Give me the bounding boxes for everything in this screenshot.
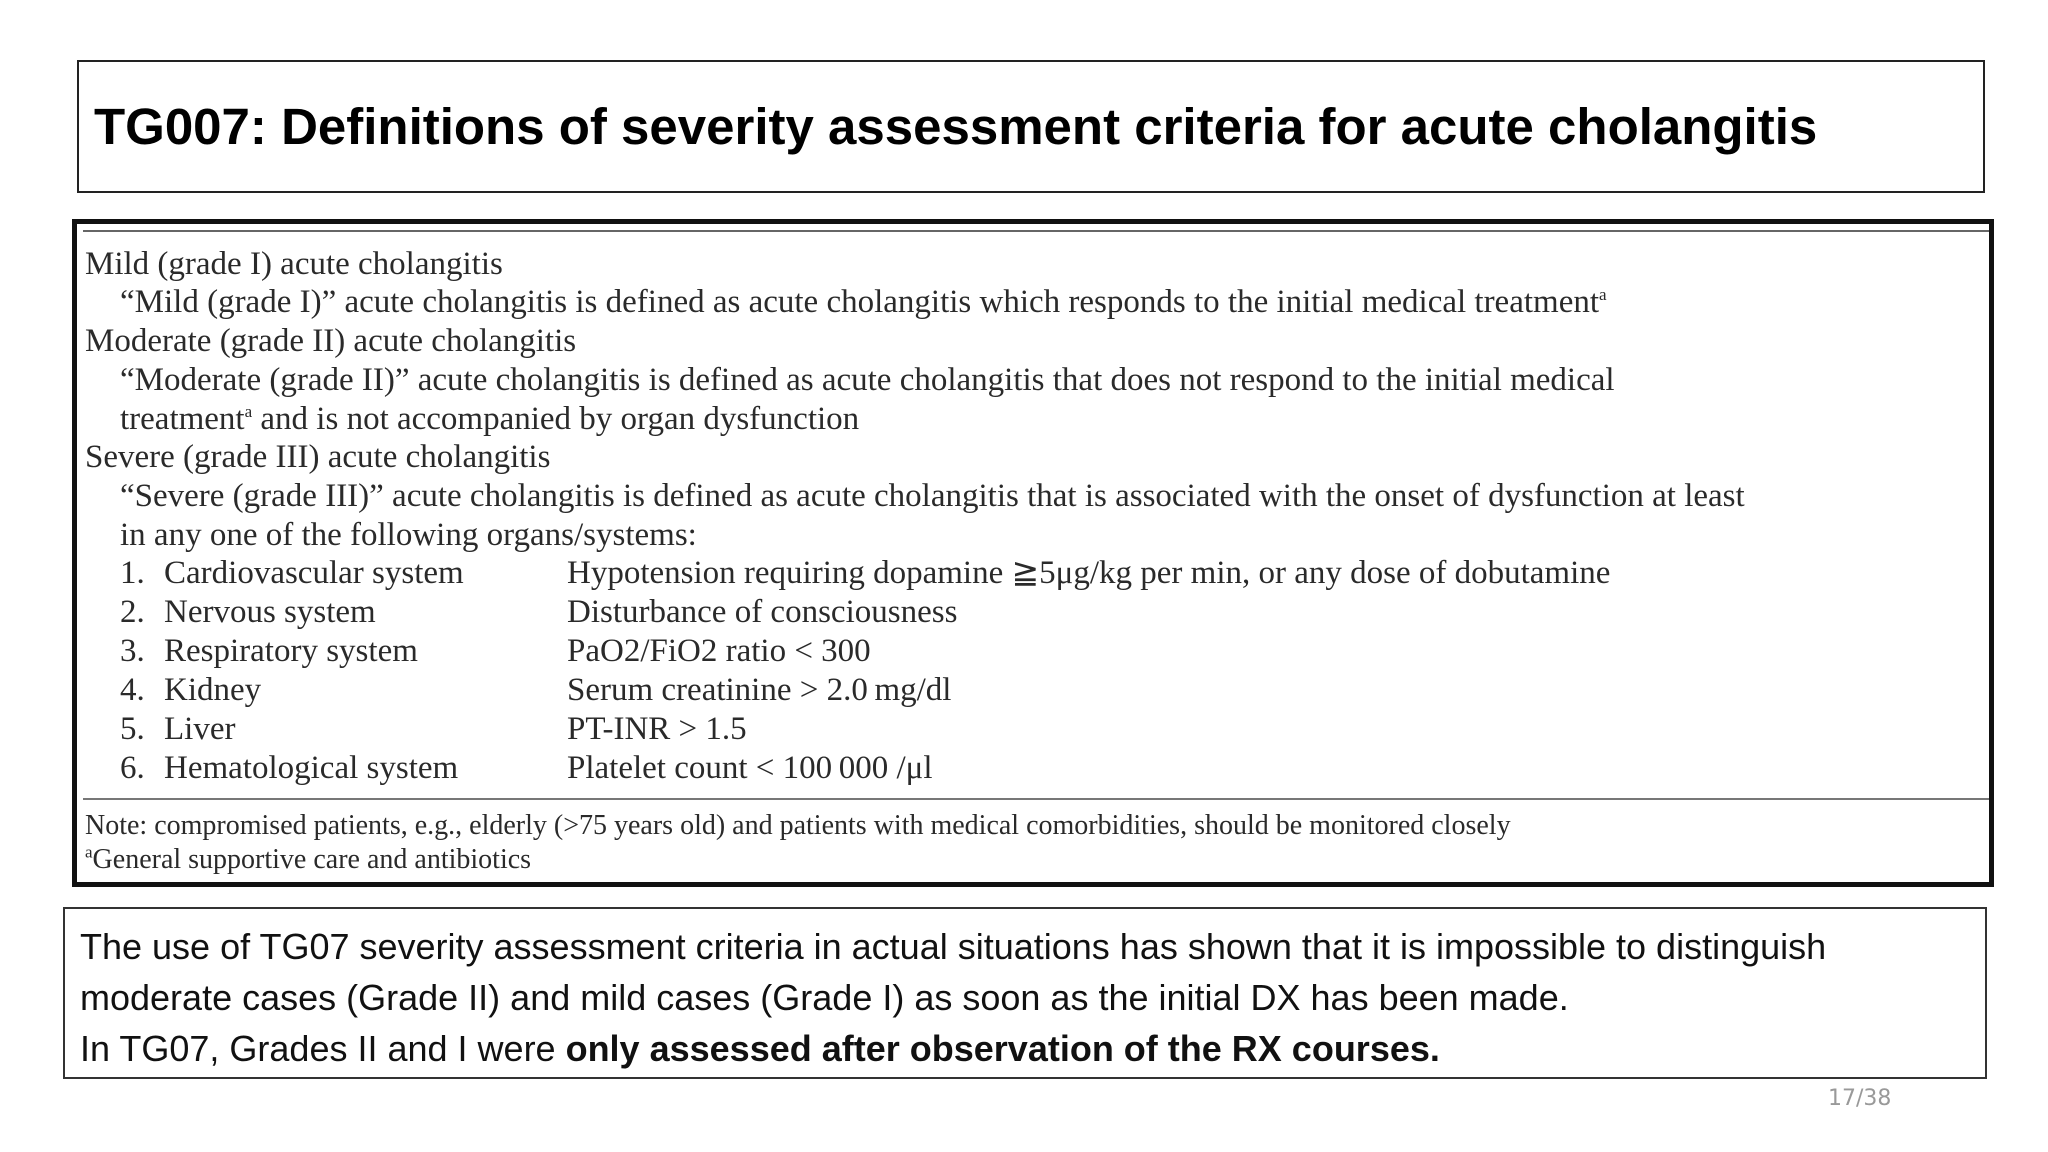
- organ-row-system: 2. Nervous system: [120, 594, 376, 630]
- explanation-line: moderate cases (Grade II) and mild cases (Grade I) as soon as the initial DX has been made.: [80, 977, 1569, 1018]
- mild-heading: Mild (grade I) acute cholangitis: [85, 246, 503, 282]
- moderate-definition-line2: treatment$^a$ and is not accompanied by organ dysfunction: [120, 401, 860, 437]
- explanation-line: In TG07, Grades II and I were only assessed after observation of the RX courses.: [80, 1028, 1440, 1069]
- severe-heading: Severe (grade III) acute cholangitis: [85, 439, 551, 475]
- organ-row-system: 5. Liver: [120, 711, 236, 747]
- figure-bottom-rule: [83, 798, 1989, 800]
- severe-definition-line1: “Severe (grade III)” acute cholangitis is defined as acute cholangitis that is associated with the onset of dysfunction at least: [120, 478, 1745, 514]
- organ-row-system: 4. Kidney: [120, 672, 262, 708]
- criteria-figure: [72, 219, 1994, 887]
- organ-row-criterion: PaO2/FiO2 ratio < 300: [567, 633, 871, 669]
- figure-note: Note: compromised patients, e.g., elderly (>75 years old) and patients with medical comorbidities, should be monitored closely: [85, 810, 1511, 841]
- slide-title: TG007: Definitions of severity assessment criteria for acute cholangitis: [94, 98, 1818, 155]
- moderate-heading: Moderate (grade II) acute cholangitis: [85, 323, 577, 359]
- mild-definition: “Mild (grade I)” acute cholangitis is defined as acute cholangitis which responds to the initial medical treatment$^a$: [120, 284, 1607, 320]
- severe-definition-line2: in any one of the following organs/systems:: [120, 517, 697, 553]
- page-number: 17/38: [1828, 1086, 1892, 1111]
- organ-row-criterion: Hypotension requiring dopamine ≧5μg/kg per min, or any dose of dobutamine: [567, 555, 1611, 591]
- title-box: [77, 60, 1985, 193]
- explanation-box: [63, 907, 1987, 1079]
- organ-row-system: 6. Hematological system: [120, 750, 459, 786]
- organ-row-criterion: PT-INR > 1.5: [567, 711, 747, 747]
- organ-row-system: 1. Cardiovascular system: [120, 555, 464, 591]
- emphasis-text: only assessed after observation of the RX courses.: [565, 1028, 1440, 1069]
- organ-row-criterion: Disturbance of consciousness: [567, 594, 958, 630]
- moderate-definition-line1: “Moderate (grade II)” acute cholangitis is defined as acute cholangitis that does not respond to the initial medical: [120, 362, 1615, 398]
- figure-footnote: $^a$General supportive care and antibiotics: [85, 842, 532, 875]
- organ-row-system: 3. Respiratory system: [120, 633, 418, 669]
- figure-top-rule: [83, 230, 1989, 232]
- organ-row-criterion: Platelet count < 100 000 /μl: [567, 750, 933, 786]
- explanation-line: The use of TG07 severity assessment criteria in actual situations has shown that it is impossible to distinguish: [80, 926, 1827, 967]
- organ-row-criterion: Serum creatinine > 2.0 mg/dl: [567, 672, 952, 708]
